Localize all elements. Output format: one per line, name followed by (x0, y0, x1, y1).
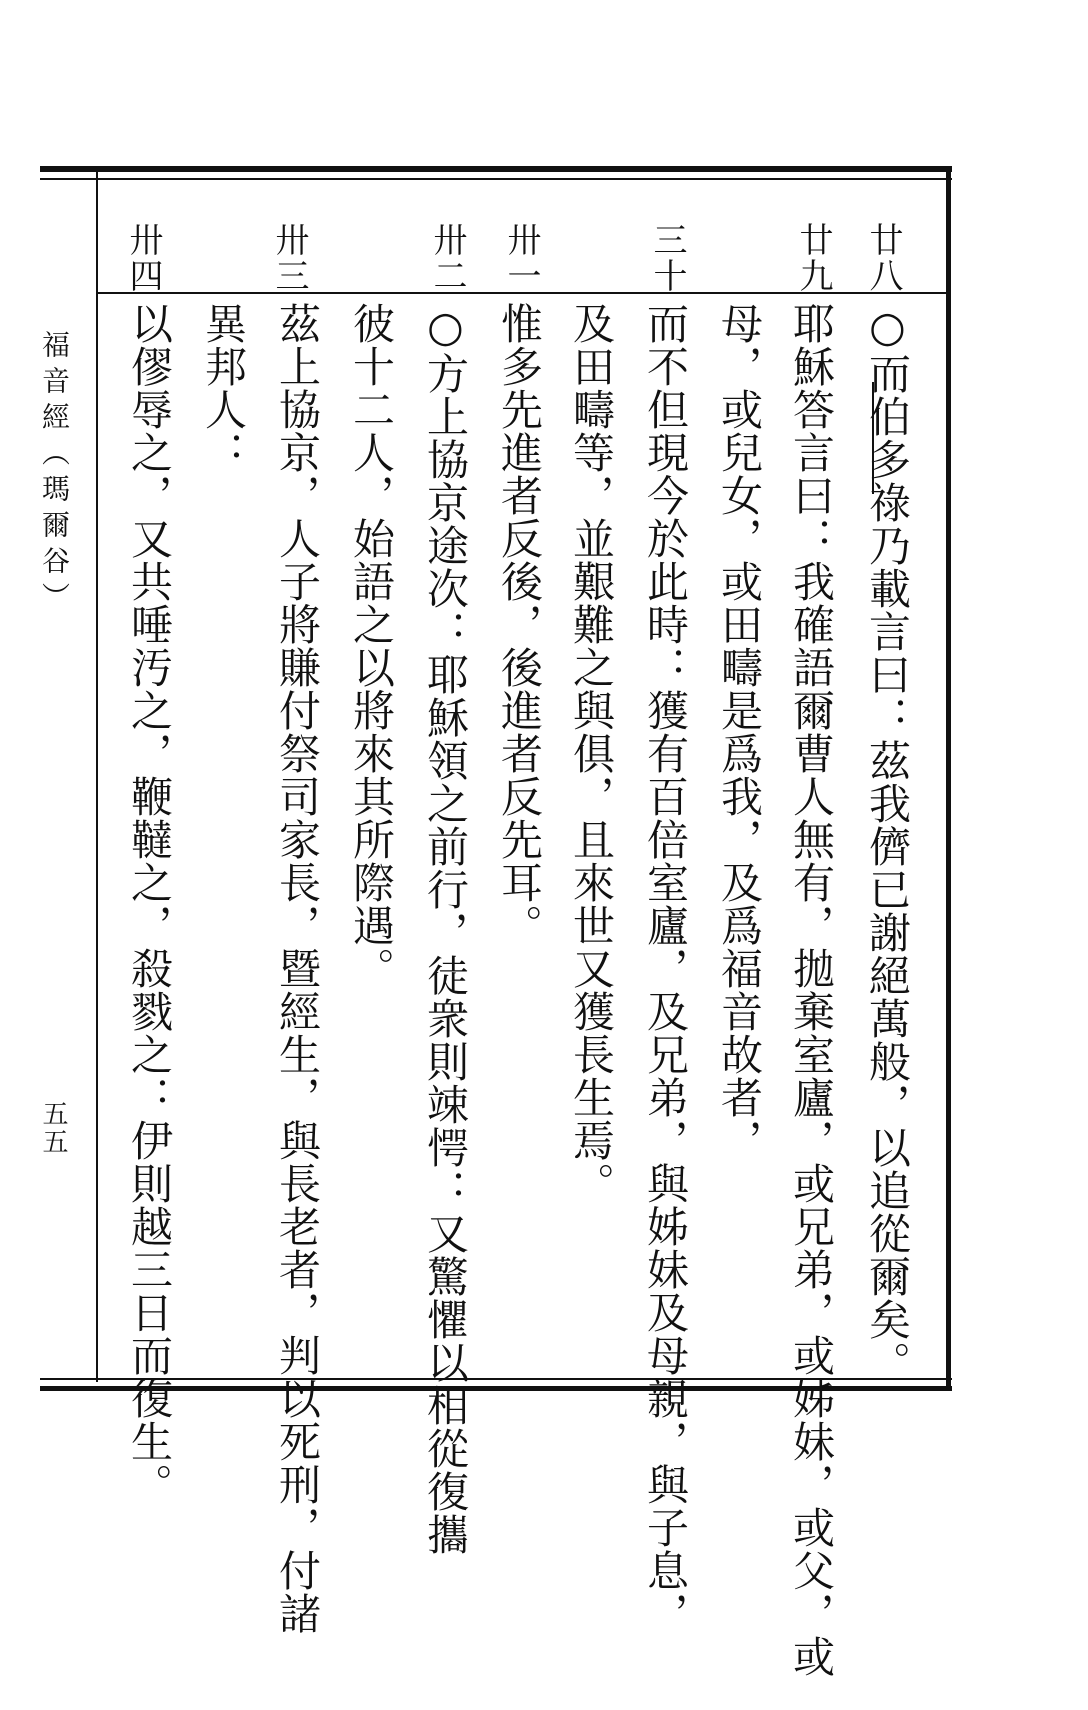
folio-number: 五五 (38, 1100, 68, 1156)
text-column: ○方上協京途次：耶穌領之前行，徒衆則竦愕：又驚懼以相從復攜 (421, 302, 470, 1556)
right-border (946, 166, 951, 1391)
text-column: ○而伯多祿乃載言曰：茲我儕已謝絕萬般，以追從爾矣。 (863, 302, 912, 1384)
text-column: 異邦人： (199, 302, 248, 474)
verse-number: 卅三 (269, 222, 309, 294)
verse-number: 卅二 (427, 222, 467, 294)
text-column: 而不但現今於此時：獲有百倍室廬，及兄弟，與姊妹及母親，與子息， (641, 302, 690, 1635)
text-column: 惟多先進者反後，後進者反先耳。 (495, 302, 544, 947)
text-column: 及田疇等，並艱難之與俱，且來世又獲長生焉。 (567, 302, 616, 1205)
text-column: 耶穌答言曰：我確語爾曹人無有，拋棄室廬，或兄弟，或姊妹，或父，或 (787, 302, 836, 1678)
text-column: 母，或兒女，或田疇是爲我，及爲福音故者， (715, 302, 764, 1162)
top-border-thick (40, 166, 952, 172)
side-title: 福音經（瑪爾谷） (38, 330, 71, 618)
verse-number: 廿九 (793, 222, 833, 294)
text-column: 茲上協京，人子將賺付祭司家長，暨經生，與長老者，判以死刑，付諸 (273, 302, 322, 1635)
text-column: 彼十二人，始語之以將來其所際遇。 (347, 302, 396, 990)
top-border-thin (40, 178, 952, 180)
left-border (96, 172, 98, 1382)
verse-number: 卅四 (123, 222, 163, 294)
verse-number: 廿八 (863, 222, 903, 294)
verse-number: 三十 (647, 222, 687, 294)
verse-number: 卅一 (501, 222, 541, 294)
text-column: 以僇辱之，又共唾汚之，鞭韃之，殺戮之：伊則越三日而復生。 (125, 302, 174, 1506)
